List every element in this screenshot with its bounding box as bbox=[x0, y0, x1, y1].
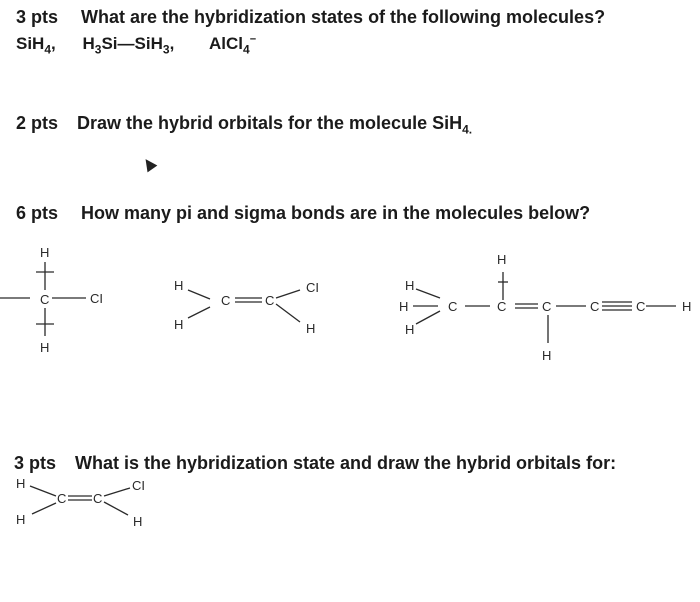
question-4-points: 3 pts bbox=[14, 453, 57, 473]
mol-b-cl: CI bbox=[306, 280, 319, 295]
mol-c-c4: C bbox=[590, 299, 600, 314]
mol-d-c2: C bbox=[93, 491, 103, 506]
mol-c-h2: H bbox=[399, 299, 409, 314]
mol-d-cl: CI bbox=[132, 478, 145, 493]
mol-c-h-top: H bbox=[497, 252, 507, 267]
mol-a-cl: CI bbox=[90, 291, 103, 306]
molecule-alcl4: AlCl$_4$− bbox=[209, 33, 257, 57]
molecule-sih4: SiH$_4$, bbox=[16, 33, 56, 57]
mol-b-h-top: H bbox=[174, 278, 184, 293]
question-1-text: What are the hybridization states of the following molecules? bbox=[81, 7, 606, 27]
mol-b-h-bottom: H bbox=[174, 317, 184, 332]
mol-d-h-top: H bbox=[16, 476, 26, 491]
mol-c-c5: C bbox=[636, 299, 646, 314]
mol-d-h-bottom: H bbox=[16, 512, 26, 527]
mol-a-h-top: H bbox=[40, 245, 50, 260]
molecule-si2h6: $H_3Si—SiH_3$, bbox=[82, 33, 175, 57]
mol-b-c2: C bbox=[265, 293, 275, 308]
mol-a-c: C bbox=[40, 292, 50, 307]
mol-d-c1: C bbox=[57, 491, 67, 506]
mol-c-h3: H bbox=[405, 322, 415, 337]
mol-c-c1: C bbox=[448, 299, 458, 314]
mol-c-h1: H bbox=[405, 278, 415, 293]
mol-a-h-bottom: H bbox=[40, 340, 50, 355]
mol-c-c2: C bbox=[497, 299, 507, 314]
mol-c-h-end: H bbox=[682, 299, 692, 314]
mol-b-c1: C bbox=[221, 293, 231, 308]
mol-c-h-bottom: H bbox=[542, 348, 552, 363]
question-1-points: 3 pts bbox=[16, 7, 59, 27]
mol-c-c3: C bbox=[542, 299, 552, 314]
question-2-text: Draw the hybrid orbitals for the molecule SiH$_{4.}$ bbox=[77, 113, 473, 137]
question-3-points: 6 pts bbox=[16, 203, 59, 223]
question-2-points: 2 pts bbox=[16, 113, 59, 133]
question-4-text: What is the hybridization state and draw the hybrid orbitals for: bbox=[75, 453, 617, 473]
mol-d-h-right: H bbox=[133, 514, 143, 529]
question-3-text: How many pi and sigma bonds are in the molecules below? bbox=[81, 203, 591, 223]
mol-b-h-right: H bbox=[306, 321, 316, 336]
